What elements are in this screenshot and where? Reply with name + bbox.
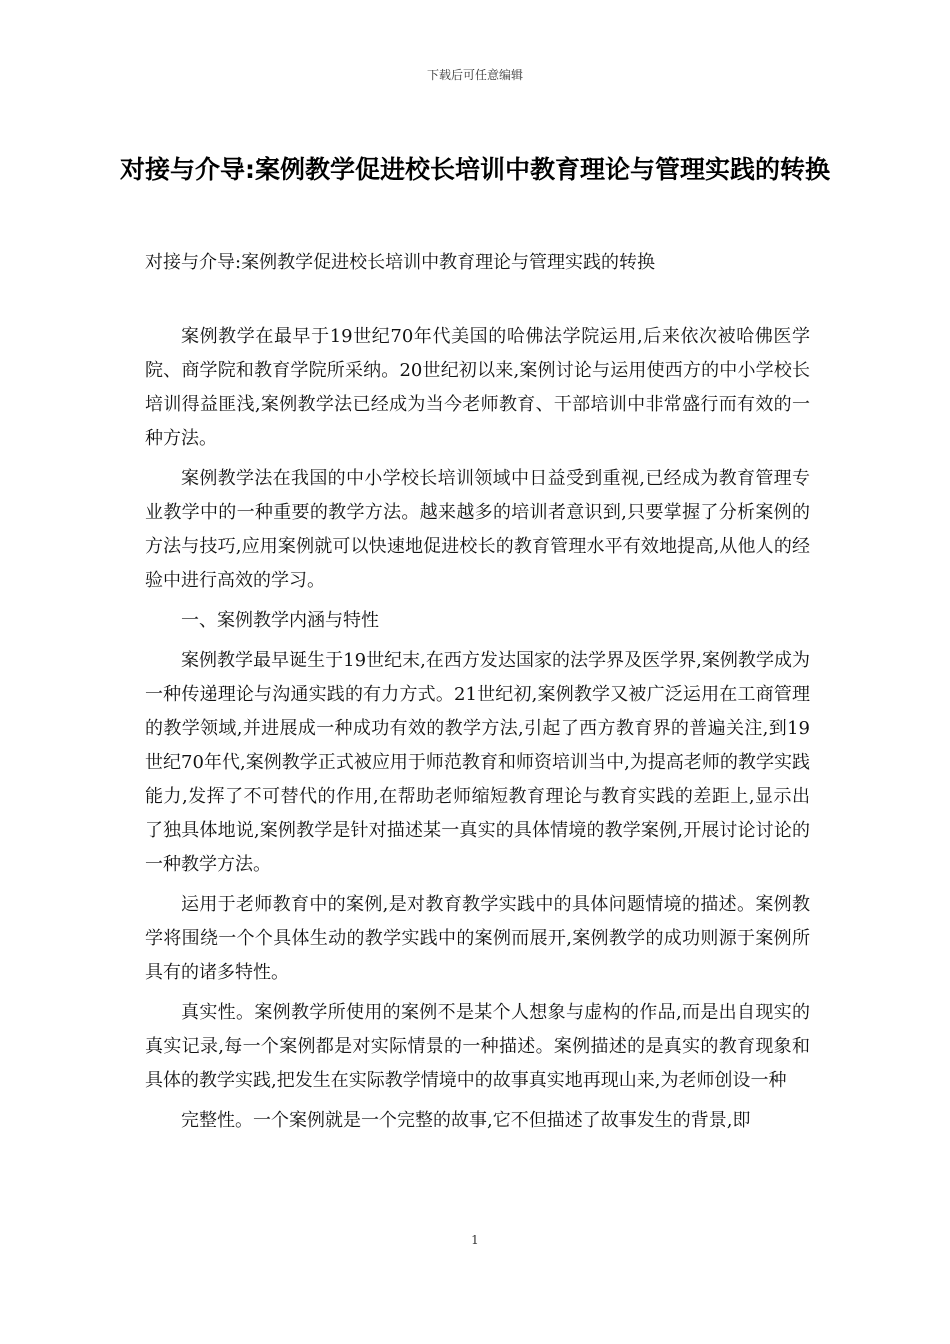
document-body <box>145 320 810 1144</box>
document-subtitle: 对接与介导:案例教学促进校长培训中教育理论与管理实践的转换 <box>145 252 656 273</box>
paragraph-2: 案例教学法在我国的中小学校长培训领域中日益受到重视,已经成为教育管理专业教学中的一种重要的教学方法。越来越多的培训者意识到,只要掌握了分析案例的方法与技巧,应用案例就可以快速地促进校长的教育管理水平有效地提高,从他人的经验中进行高效的学习。 <box>145 468 810 591</box>
paragraph-4: 运用于老师教育中的案例,是对教育教学实践中的具体问题情境的描述。案例教学将围绕一个个具体生动的教学实践中的案例而展开,案例教学的成功则源于案例所具有的诸多特性。 <box>145 894 810 983</box>
paragraph-3: 案例教学最早诞生于19世纪末,在西方发达国家的法学界及医学界,案例教学成为一种传递理论与沟通实践的有力方式。21世纪初,案例教学又被广泛运用在工商管理的教学领域,并进展成一种成功有效的教学方法,引起了西方教育界的普遍关注,到19世纪70年代,案例教学正式被应用于师范教育和师资培训当中,为提高老师的教学实践能力,发挥了不可替代的作用,在帮助老师缩短教育理论与教育实践的差距上,显示出了独具体地说,案例教学是针对描述某一真实的具体情境的教学案例,开展讨论讨论的一种教学方法。 <box>145 650 810 875</box>
paragraph-5: 真实性。案例教学所使用的案例不是某个人想象与虚构的作品,而是出自现实的真实记录,每一个案例都是对实际情景的一种描述。案例描述的是真实的教育现象和具体的教学实践,把发生在实际教学情境中的故事真实地再现山来,为老师创设一种 <box>145 1002 810 1091</box>
page-number: 1 <box>471 1233 479 1247</box>
paragraph-1: 案例教学在最早于19世纪70年代美国的哈佛法学院运用,后来依次被哈佛医学院、商学院和教育学院所采纳。20世纪初以来,案例讨论与运用使西方的中小学校长培训得益匪浅,案例教学法已经成为当今老师教育、干部培训中非常盛行而有效的一种方法。 <box>145 326 810 449</box>
section-heading-1: 一、案例教学内涵与特性 <box>181 610 379 631</box>
header-note: 下载后可任意编辑 <box>426 68 523 82</box>
document-title: 对接与介导:案例教学促进校长培训中教育理论与管理实践的转换 <box>119 155 830 184</box>
paragraph-6: 完整性。一个案例就是一个完整的故事,它不但描述了故事发生的背景,即 <box>181 1110 751 1131</box>
